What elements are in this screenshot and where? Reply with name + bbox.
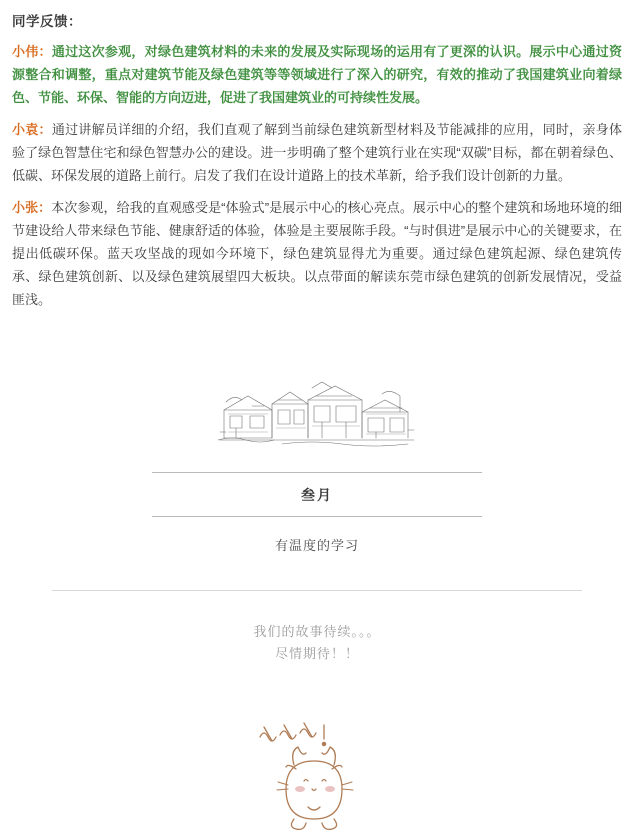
feedback-speaker-3: 小张： xyxy=(12,200,52,215)
feedback-speaker-2: 小袁： xyxy=(12,122,52,137)
page-title: 同学反馈： xyxy=(12,14,82,29)
outro-block xyxy=(12,621,622,665)
outro-line-2: 尽情期待！！ xyxy=(274,646,359,661)
quote-card xyxy=(152,472,482,554)
building-sketch xyxy=(212,366,422,452)
feedback-text-2: 通过讲解员详细的介绍，我们直观了解到当前绿色建筑新型材料及节能减排的应用，同时，亲身体验了绿色智慧住宅和绿色智慧办公的建设。进一步明确了整个建筑行业在实现“双碳”目标，都在朝着绿色、低碳、环保发展的道路上前行。启发了我们在设计道路上的技术革新，给予我们设计创新的力量。 xyxy=(12,122,622,183)
section-spacer xyxy=(12,320,622,366)
outro-line-1: 我们的故事待续。。。 xyxy=(253,624,381,639)
feedback-text-1: 通过这次参观，对绿色建筑材料的未来的发展及实际现场的运用有了更深的认识。展示中心通过资源整合和调整，重点对建筑节能及绿色建筑等等领域进行了深入的研究，有效的推动了我国建筑业向着绿色、节能、环保、智能的方向迈进，促进了我国建筑业的可持续性发展。 xyxy=(12,44,622,105)
cat-illustration-container xyxy=(12,719,622,839)
feedback-paragraph-2 xyxy=(12,118,622,187)
cat-doodle xyxy=(242,719,392,839)
sketch-container xyxy=(12,366,622,452)
card-subtitle: 有温度的学习 xyxy=(274,538,359,553)
section-divider xyxy=(52,590,582,591)
card-title: 叁月 xyxy=(152,473,482,517)
feedback-speaker-1: 小伟： xyxy=(12,44,52,59)
feedback-paragraph-1 xyxy=(12,40,622,109)
feedback-text-3: 本次参观，给我的直观感受是“体验式”是展示中心的核心亮点。展示中心的整个建筑和场地环境的细节建设给人带来绿色节能、健康舒适的体验，体验是主要展陈手段。“与时俱进”是展示中心的关键要求，在提出低碳环保。蓝天攻坚战的现如今环境下，绿色建筑显得尤为重要。通过绿色建筑起源、绿色建筑传承、绿色建筑创新、以及绿色建筑展望四大板块。以点带面的解读东莞市绿色建筑的创新发展情况，受益匪浅。 xyxy=(12,200,622,307)
feedback-paragraph-3 xyxy=(12,196,622,311)
